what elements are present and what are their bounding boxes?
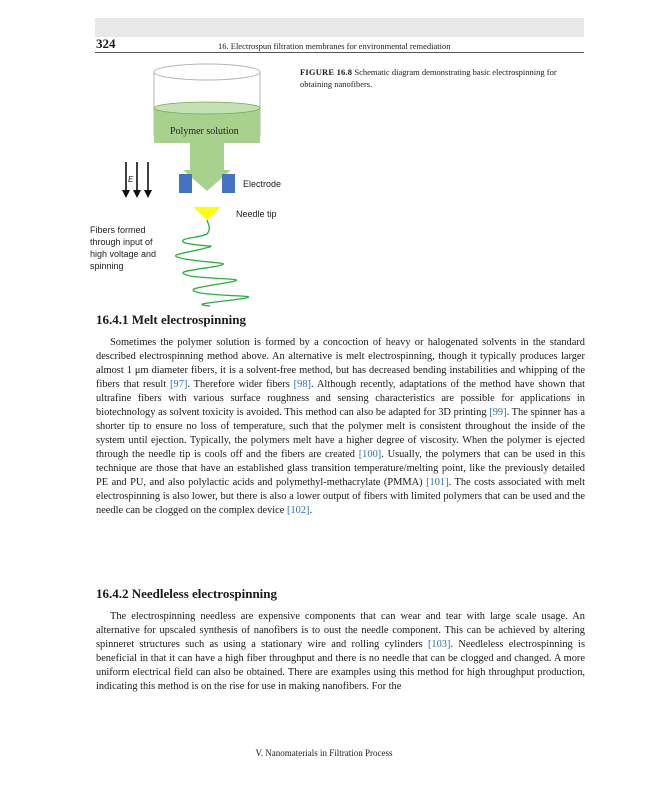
citation-link[interactable]: [97]: [170, 379, 188, 390]
section-heading: 16.4.1 Melt electrospinning: [96, 312, 246, 327]
field-label: E: [128, 175, 134, 184]
fiber-whip: [176, 220, 249, 306]
electrode-label: Electrode: [243, 179, 282, 189]
citation-link[interactable]: [102]: [287, 505, 310, 516]
section-needleless-electrospinning: [96, 586, 585, 694]
needle-tip-label: Needle tip: [236, 209, 277, 219]
citation-link[interactable]: [99]: [489, 407, 507, 418]
electric-field-arrows: [122, 162, 152, 198]
caption-label: FIGURE 16.8: [300, 67, 353, 77]
needle-tip: [193, 207, 221, 220]
running-head: 16. Electrospun filtration membranes for environmental remediation: [218, 41, 451, 51]
solution-surface: [154, 102, 260, 114]
section-paragraph: Sometimes the polymer solution is formed by a concoction of heavy or halogenated solvents in the standard described electrospinning method above. An alternative is melt electrospinning, though it typically produces larger almost 1 μm diameter fibers, it is a solvent-free method, but has decreased bending instabilities and whipping of the fibers that result [97]. Therefore wider fibers [98]. Although recently, adaptations of the method have shown that ultrafine fibers with various surface roughness and sensing characteristics are possible for applications in biotechnology as solvent toxicity is avoided. This method can also be adapted for 3D printing [99]. The spinner has a shorter tip to ensure no loss of temperature, such that the polymer melt is consistent throughout the inside of the system until ejection. Typically, the polymers melt have a higher degree of viscosity. When the polymer is ejected through the needle tip is cools off and the fibers are created [100]. Usually, the polymers that can be used in this technique are those that have an established glass transition temperature/melting point, like the previously detailed PE and PU, and also polylactic acids and polymethyl-methacrylate (PMMA) [101]. The costs associated with melt electrospinning is also lower, but there is also a lower output of fibers with limited polymers that can be used and the needle can be clogged on the complex device [102].: [96, 337, 585, 516]
citation-link[interactable]: [103]: [427, 639, 451, 650]
beaker-rim: [154, 64, 260, 80]
citation-link[interactable]: [101]: [426, 477, 449, 488]
header-rule: [95, 52, 584, 53]
electrospinning-figure: [90, 58, 300, 308]
section-melt-electrospinning: [96, 312, 585, 518]
polymer-solution-label: Polymer solution: [170, 126, 239, 137]
caption-text: Schematic diagram demonstrating basic electrospinning for obtaining nanofibers.: [300, 67, 557, 89]
electrode-right: [222, 174, 235, 193]
figure-caption: [300, 66, 585, 90]
page-footer: V. Nanomaterials in Filtration Process: [255, 748, 393, 758]
section-heading: 16.4.2 Needleless electrospinning: [96, 586, 278, 601]
fibers-label: Fibers formed through input of high voltage and spinning: [90, 225, 157, 271]
section-paragraph: The electrospinning needless are expensive components that can wear and tear with large scale usage. An alternative for upscaled synthesis of nanofibers is to oust the needle component. This can be achieved by altering spinneret structures such as using a stationary wire and rolling cylinders [103]. Needleless electrospinning is beneficial in that it can have a high fiber throughput and there is no needle that can be clogged and changed. A more uniform electrical field can also be obtained. There are examples using this method for high throughput production, indicating this method is on the rise for use in making nanofibers. For the: [96, 611, 585, 692]
page-number: 324: [96, 36, 116, 51]
electrode-left: [179, 174, 192, 193]
header-band: [95, 18, 584, 37]
citation-link[interactable]: [98]: [293, 379, 311, 390]
citation-link[interactable]: [100]: [358, 449, 382, 460]
